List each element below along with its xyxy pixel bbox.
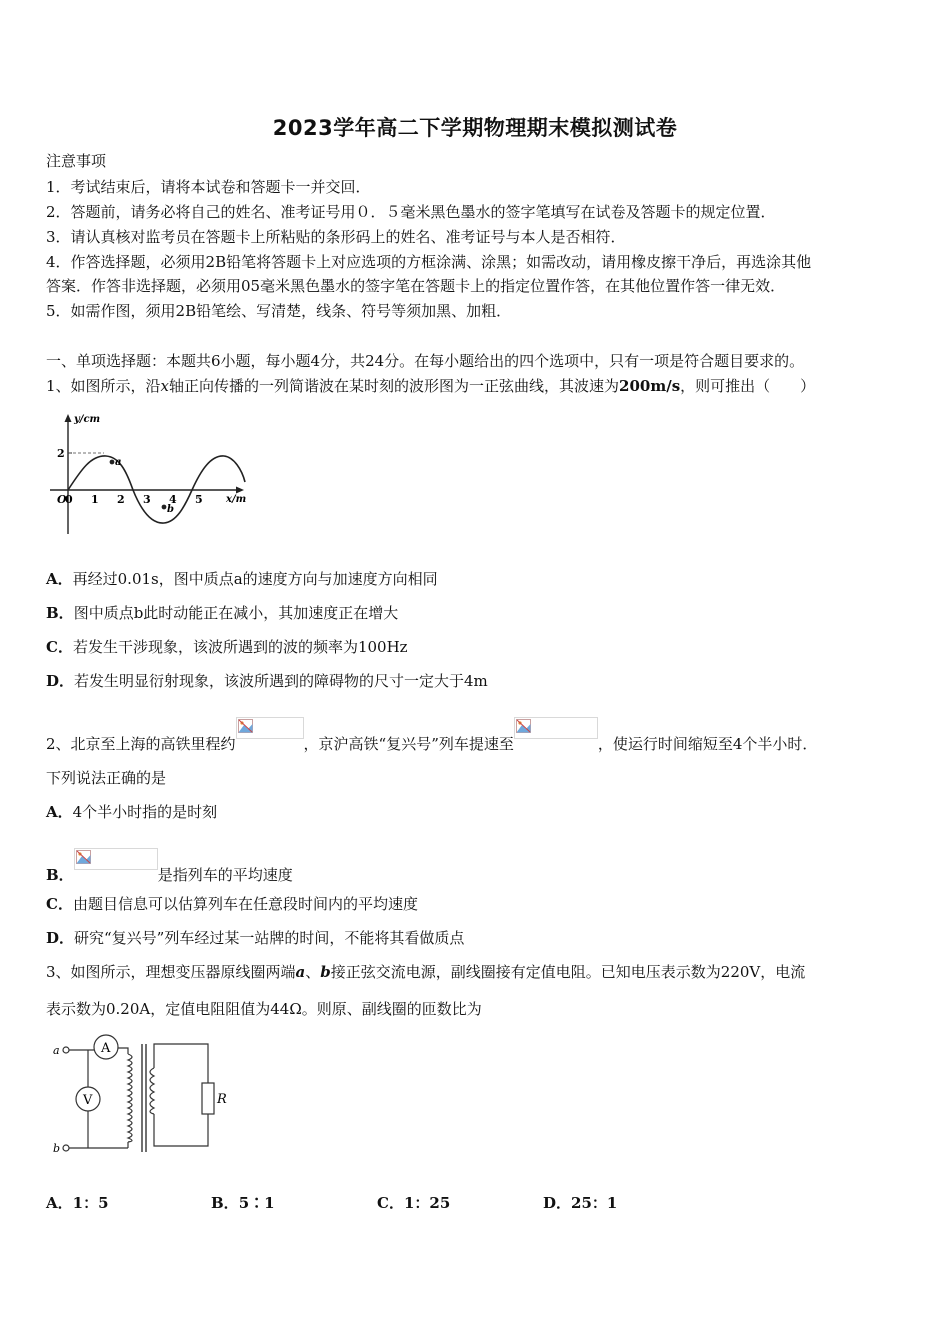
q2-option-c-text: 由题目信息可以估算列车在任意段时间内的平均速度 (72, 895, 418, 913)
q1-option-c (46, 637, 408, 657)
q1-option-d-letter: D． (46, 672, 75, 690)
notice-item-4-cont: 答案．作答非选择题，必须用05毫米黑色墨水的签字笔在答题卡上的指定位置作答，在其他位置作答一律无效． (46, 277, 786, 295)
q3-option-d (543, 1192, 617, 1213)
q1-x-axis-arrow (236, 487, 244, 494)
q2-broken-image-option-b (74, 848, 158, 870)
q2-option-c-letter: C． (46, 895, 73, 913)
q1-x-tick-0: 0 (65, 493, 73, 506)
q3-stem-line-1 (46, 962, 805, 982)
q1-point-a-label: a (115, 457, 122, 468)
q1-x-label: x/m (226, 494, 247, 505)
q2-option-c (46, 894, 418, 914)
q3-option-c-text: 1：25 (403, 1194, 451, 1212)
q3-option-a-text: 1：5 (72, 1194, 109, 1212)
q2-stem-part-b: ，京沪高铁“复兴号”列车提速至 (303, 735, 514, 753)
q3-resistor (202, 1083, 214, 1114)
q3-option-b-letter: B． (211, 1194, 239, 1212)
q1-stem (46, 376, 815, 396)
broken-image-icon (76, 850, 91, 864)
q3-stem-line-2: 表示数为0.20A，定值电阻阻值为44Ω。则原、副线圈的匝数比为 (46, 1000, 482, 1018)
q3-wire (154, 1114, 208, 1146)
q1-option-d-text: 若发生明显衍射现象，该波所遇到的障碍物的尺寸一定大于4m (74, 672, 488, 690)
q1-point-b (162, 505, 167, 510)
q1-y-label: y/cm (74, 414, 101, 425)
q1-wave-graph (46, 408, 256, 540)
q3-terminal-a-label: a (53, 1044, 60, 1057)
q3-ammeter-label: A (101, 1041, 111, 1056)
q2-option-d-letter: D． (46, 929, 75, 947)
q1-y-tick-2: 2 (57, 447, 65, 460)
broken-image-icon (516, 719, 531, 733)
q1-y-axis-arrow (65, 414, 72, 422)
q1-stem-part-a: 1、如图所示，沿 (46, 377, 161, 395)
q3-option-b (211, 1192, 275, 1213)
q1-origin-label: O (57, 493, 67, 506)
q2-option-b (46, 848, 293, 885)
q3-primary-coil (128, 1054, 132, 1142)
q3-var-b: b (320, 963, 331, 981)
q1-stem-var: x (160, 377, 170, 395)
notice-item-2: 2．答题前，请务必将自己的姓名、准考证号用０．５毫米黑色墨水的签字笔填写在试卷及答题卡的规定位置． (46, 203, 776, 221)
notice-item-1: 1．考试结束后，请将本试卷和答题卡一并交回． (46, 178, 371, 196)
q2-option-b-text: 是指列车的平均速度 (157, 866, 293, 884)
q1-option-b-letter: B． (46, 604, 74, 622)
q3-circuit-diagram (50, 1030, 240, 1160)
q1-stem-speed: 200m/s (619, 377, 681, 395)
q2-option-a (46, 802, 217, 822)
q3-voltmeter-label: V (83, 1093, 93, 1108)
q3-option-c-letter: C． (377, 1194, 404, 1212)
q3-var-a: a (295, 963, 306, 981)
broken-image-icon (238, 719, 253, 733)
q1-option-d (46, 671, 488, 691)
q3-option-d-letter: D． (543, 1194, 572, 1212)
notice-item-5: 5．如需作图，须用2B铅笔绘、写清楚，线条、符号等须加黑、加粗． (46, 302, 512, 320)
q1-x-tick-3: 3 (143, 493, 151, 506)
q3-wire (118, 1048, 128, 1054)
q3-stem-part-a: 3、如图所示，理想变压器原线圈两端 (46, 963, 296, 981)
q2-stem-part-c: ，使运行时间缩短至4个半小时． (597, 735, 818, 753)
q2-prompt: 下列说法正确的是 (46, 769, 167, 787)
q1-x-tick-2: 2 (117, 493, 125, 506)
q2-stem (46, 717, 817, 754)
q3-option-a-letter: A． (46, 1194, 73, 1212)
q1-point-a (110, 460, 115, 465)
q3-sep: 、 (305, 963, 321, 981)
q3-stem-part-b: 接正弦交流电源，副线圈接有定值电阻。已知电压表示数为220V，电流 (330, 963, 806, 981)
q3-wire (154, 1044, 208, 1083)
q3-terminal-b (63, 1145, 69, 1151)
q1-option-a (46, 569, 438, 589)
q1-stem-part-b: 轴正向传播的一列简谐波在某时刻的波形图为一正弦曲线，其波速为 (169, 377, 620, 395)
q2-stem-part-a: 2、北京至上海的高铁里程约 (46, 735, 236, 753)
q2-option-a-text: 4个半小时指的是时刻 (72, 803, 218, 821)
section-heading: 一、单项选择题：本题共6小题，每小题4分，共24分。在每小题给出的四个选项中，只有一项是符合题目要求的。 (46, 352, 805, 370)
q3-terminal-a (63, 1047, 69, 1053)
q1-point-b-label: b (167, 504, 174, 515)
notice-item-3: 3．请认真核对监考员在答题卡上所粘贴的条形码上的姓名、准考证号与本人是否相符． (46, 228, 626, 246)
q1-option-a-letter: A． (46, 570, 73, 588)
q1-x-tick-5: 5 (195, 493, 203, 506)
q1-option-c-letter: C． (46, 638, 73, 656)
q1-option-b-text: 图中质点b此时动能正在减小，其加速度正在增大 (73, 604, 399, 622)
q1-option-a-text: 再经过0.01s，图中质点a的速度方向与加速度方向相同 (72, 570, 438, 588)
q2-option-a-letter: A． (46, 803, 73, 821)
q2-broken-image-distance (236, 717, 304, 739)
q2-option-b-letter: B． (46, 866, 74, 884)
q2-option-d-text: 研究“复兴号”列车经过某一站牌的时间，不能将其看做质点 (74, 929, 465, 947)
q3-option-b-text: 5∶1 (238, 1194, 275, 1212)
notice-item-4: 4．作答选择题，必须用2B铅笔将答题卡上对应选项的方框涂满、涂黑；如需改动，请用橡皮擦干净后，再选涂其他 (46, 253, 812, 271)
q2-broken-image-speed (514, 717, 598, 739)
q1-x-tick-1: 1 (91, 493, 99, 506)
q1-option-b (46, 603, 398, 623)
q3-option-d-text: 25：1 (571, 1194, 618, 1212)
q3-terminal-b-label: b (53, 1142, 61, 1155)
q1-x-tick-4: 4 (169, 493, 177, 506)
q3-option-a (46, 1192, 109, 1213)
notice-heading: 注意事项 (46, 152, 107, 170)
q3-resistor-label: R (217, 1092, 227, 1107)
q1-stem-part-c: ，则可推出（ ） (680, 377, 816, 395)
page-title: 2023学年高二下学期物理期末模拟测试卷 (272, 116, 678, 140)
q2-option-d (46, 928, 464, 948)
q1-option-c-text: 若发生干涉现象，该波所遇到的波的频率为100Hz (72, 638, 408, 656)
q3-option-c (377, 1192, 450, 1213)
q3-secondary-coil (150, 1068, 154, 1114)
